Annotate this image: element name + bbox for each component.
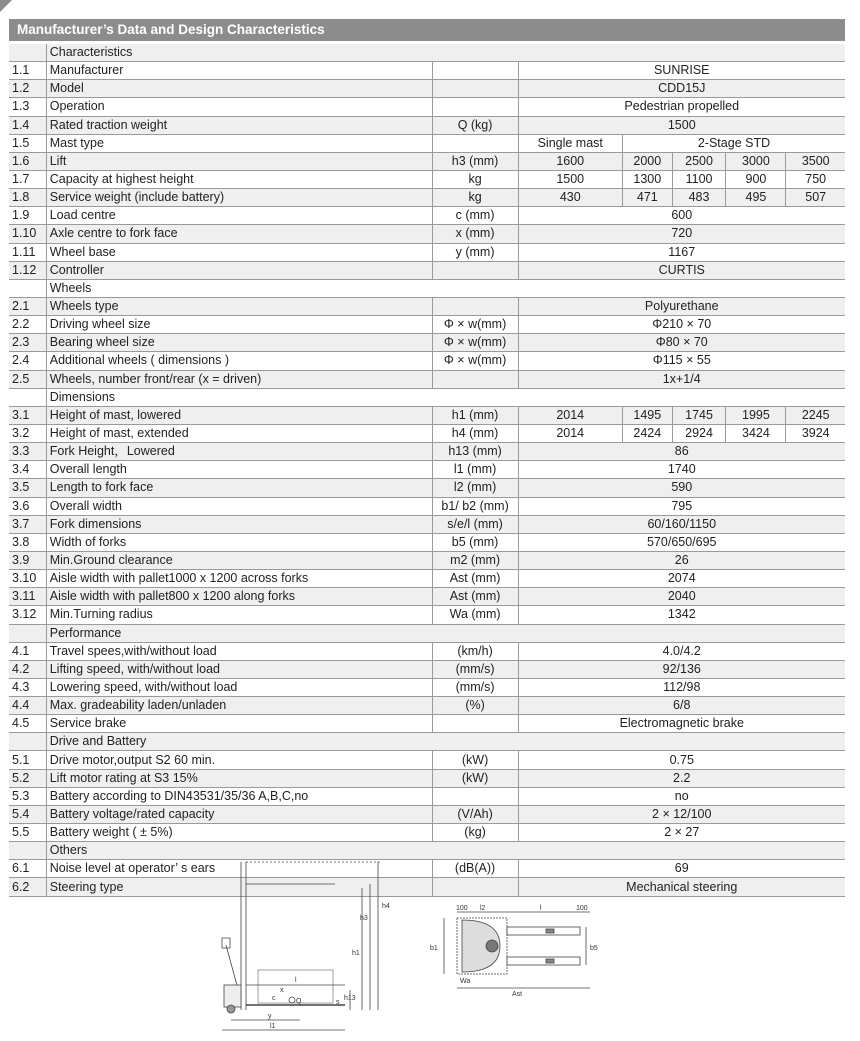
table-row [9,334,845,352]
spec-label: Lowering speed, with/without load [46,678,432,696]
spec-unit: Wa (mm) [432,606,518,624]
spec-value: 1600 [518,152,622,170]
roller-upper [546,929,554,933]
table-row [9,352,845,370]
label-s: s [336,999,340,1006]
spec-value: 2.2 [518,769,845,787]
spec-value: 6/8 [518,697,845,715]
section-header-row [9,388,845,406]
spec-unit: l2 (mm) [432,479,518,497]
spec-value: 1342 [518,606,845,624]
spec-unit: Φ × w(mm) [432,352,518,370]
spec-label: Drive motor,output S2 60 min. [46,751,432,769]
label-100-left: 100 [456,905,468,912]
spec-label: Noise level at operator’ s ears [46,860,432,878]
table-row [9,715,845,733]
spec-value: 2014 [518,406,622,424]
spec-value: 2074 [518,570,845,588]
spec-value: 495 [726,189,786,207]
spec-table-body [9,44,845,896]
spec-unit: (dB(A)) [432,860,518,878]
spec-label: Min.Ground clearance [46,551,432,569]
row-number-cell [9,44,46,62]
spec-value: 1740 [518,461,845,479]
fork-lower [507,957,580,965]
spec-unit: h13 (mm) [432,443,518,461]
spec-unit [432,370,518,388]
spec-unit: (kW) [432,751,518,769]
table-row [9,297,845,315]
spec-label: Travel spees,with/without load [46,642,432,660]
drive-wheel [227,1005,235,1013]
spec-value: 2924 [672,424,726,442]
label-l2: l2 [480,905,486,912]
row-number-cell: 2.1 [9,297,46,315]
row-number-cell: 3.4 [9,461,46,479]
table-row [9,62,845,80]
spec-value: 0.75 [518,751,845,769]
table-row [9,570,845,588]
row-number-cell: 1.6 [9,152,46,170]
spec-value: Electromagnetic brake [518,715,845,733]
table-row [9,443,845,461]
spec-label: Min.Turning radius [46,606,432,624]
spec-value: Polyurethane [518,297,845,315]
spec-unit: (%) [432,697,518,715]
spec-value: 507 [786,189,845,207]
label-ast: Ast [512,991,523,998]
row-number-cell: 2.3 [9,334,46,352]
spec-unit: Φ × w(mm) [432,334,518,352]
row-number-cell: 1.4 [9,116,46,134]
spec-label: Service weight (include battery) [46,189,432,207]
spec-value: 1x+1/4 [518,370,845,388]
section-header-row [9,44,845,62]
spec-label: Lift motor rating at S3 15% [46,769,432,787]
spec-unit: x (mm) [432,225,518,243]
row-number-cell: 4.2 [9,660,46,678]
spec-value: 1500 [518,170,622,188]
table-row [9,243,845,261]
label-h4: h4 [382,903,390,910]
table-row [9,170,845,188]
spec-label: Height of mast, extended [46,424,432,442]
spec-unit [432,297,518,315]
row-number-cell: 1.8 [9,189,46,207]
spec-value: 2424 [622,424,672,442]
spec-unit: Q (kg) [432,116,518,134]
spec-unit: Φ × w(mm) [432,316,518,334]
spec-value: 600 [518,207,845,225]
spec-table [9,44,845,897]
spec-label: Model [46,80,432,98]
row-number-cell [9,624,46,642]
table-row [9,606,845,624]
spec-value: 69 [518,860,845,878]
spec-label: Operation [46,98,432,116]
spec-unit: Ast (mm) [432,588,518,606]
spec-unit [432,715,518,733]
table-row [9,406,845,424]
spec-unit: h3 (mm) [432,152,518,170]
load-centre-mark [289,997,295,1003]
truck-dimension-drawings [0,850,860,1041]
spec-unit: (mm/s) [432,660,518,678]
row-number-cell: 3.8 [9,533,46,551]
row-number-cell: 1.5 [9,134,46,152]
spec-value: SUNRISE [518,62,845,80]
spec-label: Steering type [46,878,432,896]
table-row [9,116,845,134]
label-q: Q [296,998,302,1005]
spec-label: Mast type [46,134,432,152]
spec-unit: (kg) [432,824,518,842]
drive-unit [224,985,241,1007]
page-title: Manufacturer’s Data and Design Characteristics [9,19,845,41]
spec-unit: (V/Ah) [432,805,518,823]
spec-value: 1495 [622,406,672,424]
top-view-drawing [444,912,590,988]
table-row [9,642,845,660]
spec-label: Fork dimensions [46,515,432,533]
label-h13: h13 [344,995,356,1002]
row-number-cell: 3.1 [9,406,46,424]
spec-value: 471 [622,189,672,207]
label-wa: Wa [460,978,471,985]
spec-value: Mechanical steering [518,878,845,896]
spec-label: Bearing wheel size [46,334,432,352]
spec-value: 112/98 [518,678,845,696]
table-row [9,515,845,533]
spec-unit: l1 (mm) [432,461,518,479]
spec-value: 2-Stage STD [622,134,845,152]
row-number-cell: 1.2 [9,80,46,98]
row-number-cell: 6.1 [9,860,46,878]
spec-label: Service brake [46,715,432,733]
section-title: Performance [46,624,845,642]
section-title: Wheels [46,279,845,297]
spec-label: Battery according to DIN43531/35/36 A,B,C,no [46,787,432,805]
spec-label: Load centre [46,207,432,225]
spec-label: Fork Height，Lowered [46,443,432,461]
spec-value: 26 [518,551,845,569]
row-number-cell: 3.11 [9,588,46,606]
spec-label: Additional wheels ( dimensions ) [46,352,432,370]
spec-label: Rated traction weight [46,116,432,134]
section-header-row [9,733,845,751]
spec-value: 2 × 27 [518,824,845,842]
row-number-cell: 4.5 [9,715,46,733]
row-number-cell: 4.4 [9,697,46,715]
side-view-labels [268,903,390,1030]
spec-label: Wheels type [46,297,432,315]
spec-value: 92/136 [518,660,845,678]
spec-value: 60/160/1150 [518,515,845,533]
row-number-cell: 3.2 [9,424,46,442]
table-row [9,497,845,515]
row-number-cell: 3.3 [9,443,46,461]
table-row [9,479,845,497]
label-b5: b5 [590,945,598,952]
row-number-cell: 3.9 [9,551,46,569]
table-row [9,588,845,606]
row-number-cell: 6.2 [9,878,46,896]
spec-unit: b5 (mm) [432,533,518,551]
spec-value: 86 [518,443,845,461]
spec-label: Driving wheel size [46,316,432,334]
spec-value: 795 [518,497,845,515]
section-title: Drive and Battery [46,733,845,751]
row-number-cell: 3.12 [9,606,46,624]
table-row [9,261,845,279]
row-number-cell [9,388,46,406]
label-x: x [280,987,284,994]
spec-value: 2500 [672,152,726,170]
spec-unit [432,80,518,98]
top-view-labels [430,905,598,998]
spec-value: 483 [672,189,726,207]
row-number-cell: 3.10 [9,570,46,588]
row-number-cell: 1.1 [9,62,46,80]
label-l: l [295,977,297,984]
row-number-cell [9,279,46,297]
label-l1: l1 [270,1023,276,1030]
spec-label: Overall length [46,461,432,479]
spec-unit [432,261,518,279]
spec-unit: c (mm) [432,207,518,225]
spec-value: 3500 [786,152,845,170]
row-number-cell: 2.5 [9,370,46,388]
spec-value: Single mast [518,134,622,152]
spec-label: Battery voltage/rated capacity [46,805,432,823]
label-b1: b1 [430,945,438,952]
table-row [9,225,845,243]
spec-label: Max. gradeability laden/unladen [46,697,432,715]
row-number-cell: 4.1 [9,642,46,660]
spec-value: 1100 [672,170,726,188]
spec-unit: kg [432,189,518,207]
spec-value: 2000 [622,152,672,170]
spec-unit: (kW) [432,769,518,787]
spec-value: 750 [786,170,845,188]
row-number-cell: 5.1 [9,751,46,769]
row-number-cell: 2.2 [9,316,46,334]
row-number-cell: 5.5 [9,824,46,842]
spec-unit: y (mm) [432,243,518,261]
spec-label: Axle centre to fork face [46,225,432,243]
table-row [9,80,845,98]
spec-label: Capacity at highest height [46,170,432,188]
row-number-cell: 3.6 [9,497,46,515]
spec-value: 3924 [786,424,845,442]
spec-value: Φ80 × 70 [518,334,845,352]
spec-label: Wheels, number front/rear (x = driven) [46,370,432,388]
table-row [9,697,845,715]
spec-unit [432,98,518,116]
row-number-cell [9,733,46,751]
table-row [9,824,845,842]
spec-label: Wheel base [46,243,432,261]
spec-unit: b1/ b2 (mm) [432,497,518,515]
roller-lower [546,959,554,963]
label-h1: h1 [352,950,360,957]
spec-unit: (km/h) [432,642,518,660]
table-row [9,134,845,152]
table-row [9,660,845,678]
section-title: Characteristics [46,44,845,62]
table-row [9,751,845,769]
row-number-cell: 5.2 [9,769,46,787]
spec-value: 2014 [518,424,622,442]
row-number-cell: 1.3 [9,98,46,116]
spec-unit: h4 (mm) [432,424,518,442]
spec-value: Φ115 × 55 [518,352,845,370]
table-row [9,98,845,116]
spec-unit [432,134,518,152]
spec-label: Overall width [46,497,432,515]
spec-label: Controller [46,261,432,279]
fork-upper [507,927,580,935]
section-header-row [9,624,845,642]
spec-label: Aisle width with pallet1000 x 1200 across forks [46,570,432,588]
spec-value: 1745 [672,406,726,424]
spec-value: CDD15J [518,80,845,98]
spec-unit: s/e/l (mm) [432,515,518,533]
spec-unit: kg [432,170,518,188]
table-row [9,424,845,442]
table-row [9,316,845,334]
section-header-row [9,279,845,297]
row-number-cell: 5.4 [9,805,46,823]
label-y: y [268,1013,272,1020]
row-number-cell: 1.12 [9,261,46,279]
table-row [9,551,845,569]
spec-unit: Ast (mm) [432,570,518,588]
table-row [9,769,845,787]
row-number-cell: 2.4 [9,352,46,370]
spec-value: 1500 [518,116,845,134]
table-row [9,207,845,225]
spec-unit: m2 (mm) [432,551,518,569]
spec-value: 2040 [518,588,845,606]
table-row [9,189,845,207]
spec-value: 2 × 12/100 [518,805,845,823]
row-number-cell: 5.3 [9,787,46,805]
spec-label: Lift [46,152,432,170]
row-number-cell: 1.9 [9,207,46,225]
spec-value: 1167 [518,243,845,261]
table-row [9,370,845,388]
row-number-cell: 1.11 [9,243,46,261]
spec-value: 3424 [726,424,786,442]
row-number-cell: 3.7 [9,515,46,533]
spec-value: 900 [726,170,786,188]
spec-label: Lifting speed, with/without load [46,660,432,678]
spec-label: Battery weight ( ± 5%) [46,824,432,842]
row-number-cell: 1.10 [9,225,46,243]
spec-value: 570/650/695 [518,533,845,551]
label-l-top: l [540,905,542,912]
spec-unit [432,62,518,80]
table-row [9,461,845,479]
spec-value: 590 [518,479,845,497]
spec-label: Length to fork face [46,479,432,497]
table-row [9,533,845,551]
spec-label: Aisle width with pallet800 x 1200 along forks [46,588,432,606]
row-number-cell: 4.3 [9,678,46,696]
spec-unit: h1 (mm) [432,406,518,424]
spec-unit: (mm/s) [432,678,518,696]
spec-value: 3000 [726,152,786,170]
spec-value: 1995 [726,406,786,424]
table-row [9,678,845,696]
section-title: Others [46,842,845,860]
spec-unit [432,787,518,805]
table-row [9,787,845,805]
spec-value: Pedestrian propelled [518,98,845,116]
table-row [9,152,845,170]
label-h3: h3 [360,915,368,922]
spec-value: Φ210 × 70 [518,316,845,334]
spec-label: Width of forks [46,533,432,551]
spec-value: 4.0/4.2 [518,642,845,660]
label-c: c [272,995,276,1002]
spec-value: CURTIS [518,261,845,279]
table-row [9,805,845,823]
spec-value: 720 [518,225,845,243]
spec-value: no [518,787,845,805]
steering-wheel [486,940,498,952]
row-number-cell: 1.7 [9,170,46,188]
section-title: Dimensions [46,388,845,406]
label-100-right: 100 [576,905,588,912]
row-number-cell: 3.5 [9,479,46,497]
corner-mark [0,0,12,12]
spec-value: 1300 [622,170,672,188]
spec-value: 2245 [786,406,845,424]
spec-label: Manufacturer [46,62,432,80]
spec-label: Height of mast, lowered [46,406,432,424]
spec-value: 430 [518,189,622,207]
